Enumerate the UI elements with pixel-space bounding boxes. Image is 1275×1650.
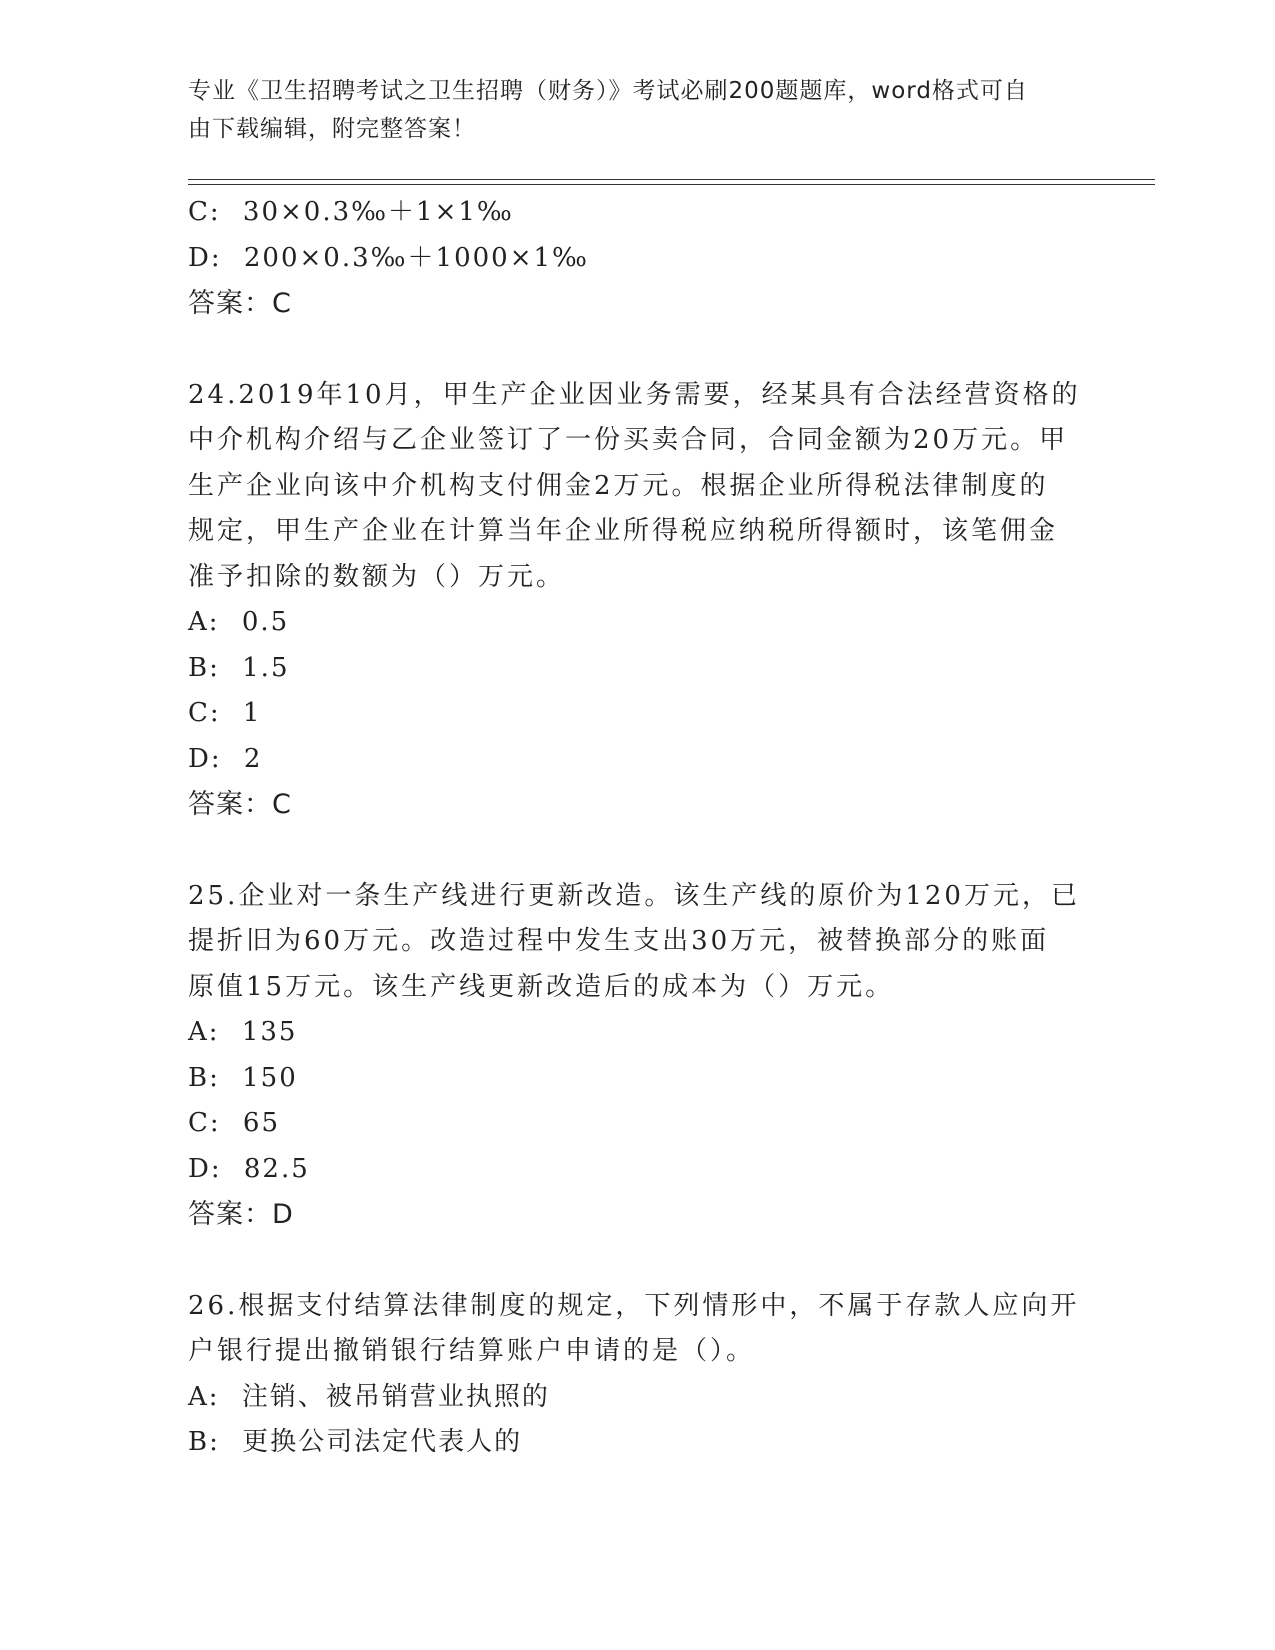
option-label: B: [188, 1427, 220, 1457]
option-a [188, 1010, 1088, 1056]
stem-line: 26.根据支付结算法律制度的规定，下列情形中，不属于存款人应向开 [188, 1290, 1080, 1321]
option-text: 150 [242, 1062, 298, 1093]
option-label: D: [188, 743, 222, 774]
option-text: 更换公司法定代表人的 [242, 1427, 523, 1457]
option-label: D: [188, 1153, 222, 1184]
question-25 [188, 874, 1088, 1238]
option-label: B: [188, 652, 220, 683]
option-c [188, 691, 1088, 737]
question-24 [188, 373, 1088, 828]
answer-line: 答案：C [188, 789, 292, 820]
option-label: D: [188, 242, 222, 273]
stem-line: 户银行提出撤销银行结算账户申请的是（）。 [188, 1336, 756, 1366]
option-b [188, 1420, 1088, 1466]
option-text: 135 [241, 1017, 298, 1047]
option-label: C: [188, 698, 221, 728]
option-text: 1.5 [242, 652, 290, 683]
header-rule-top [188, 179, 1155, 180]
document-header [188, 72, 1068, 148]
header-line-2: 由下载编辑，附完整答案！ [188, 116, 476, 142]
option-text: 65 [242, 1108, 281, 1138]
question-spacer [188, 327, 1088, 373]
option-text: 82.5 [243, 1153, 310, 1184]
option-label: A: [188, 607, 220, 637]
option-text: 30×0.3‰＋1×1‰ [242, 197, 514, 227]
question-26 [188, 1284, 1088, 1466]
question-spacer [188, 1238, 1088, 1284]
option-d [188, 1147, 1088, 1193]
header-line-1: 专业《卫生招聘考试之卫生招聘（财务）》考试必刷200题题库，word格式可自 [188, 78, 1028, 104]
option-b [188, 1056, 1088, 1102]
option-text: 2 [243, 743, 263, 774]
stem-line: 25.企业对一条生产线进行更新改造。该生产线的原价为120万元，已 [188, 880, 1080, 911]
stem-line: 提折旧为60万元。改造过程中发生支出30万元，被替换部分的账面 [188, 926, 1050, 956]
option-a [188, 600, 1088, 646]
option-label: A: [188, 1017, 220, 1047]
option-text: 1 [242, 698, 262, 728]
option-c [188, 1101, 1088, 1147]
answer-line: 答案：C [188, 288, 292, 319]
header-rule-bottom [188, 184, 1155, 185]
stem-line: 生产企业向该中介机构支付佣金2万元。根据企业所得税法律制度的 [188, 470, 1049, 501]
option-text: 0.5 [241, 607, 290, 637]
stem-line: 24.2019年10月，甲生产企业因业务需要，经某具有合法经营资格的 [188, 379, 1081, 410]
option-text: 200×0.3‰＋1000×1‰ [243, 242, 589, 273]
option-d [188, 737, 1088, 783]
option-text: 注销、被吊销营业执照的 [241, 1381, 550, 1412]
option-a [188, 1375, 1088, 1421]
option-label: C: [188, 1108, 221, 1138]
question-spacer [188, 828, 1088, 874]
stem-line: 原值15万元。该生产线更新改造后的成本为（）万元。 [188, 971, 895, 1002]
stem-line: 中介机构介绍与乙企业签订了一份买卖合同，合同金额为20万元。甲 [188, 425, 1069, 455]
question-stem [188, 1284, 1088, 1375]
question-content [188, 190, 1088, 1466]
stem-line: 规定，甲生产企业在计算当年企业所得税应纳税所得额时，该笔佣金 [188, 516, 1059, 546]
question-stem [188, 373, 1088, 601]
question-stem [188, 874, 1088, 1011]
option-label: B: [188, 1062, 220, 1093]
option-label: A: [188, 1381, 220, 1412]
option-b [188, 646, 1088, 692]
prev-question-options [188, 190, 1088, 327]
option-c [188, 190, 1088, 236]
stem-line: 准予扣除的数额为（）万元。 [188, 561, 566, 592]
option-d [188, 236, 1088, 282]
answer-line: 答案：D [188, 1199, 294, 1230]
option-label: C: [188, 197, 221, 227]
